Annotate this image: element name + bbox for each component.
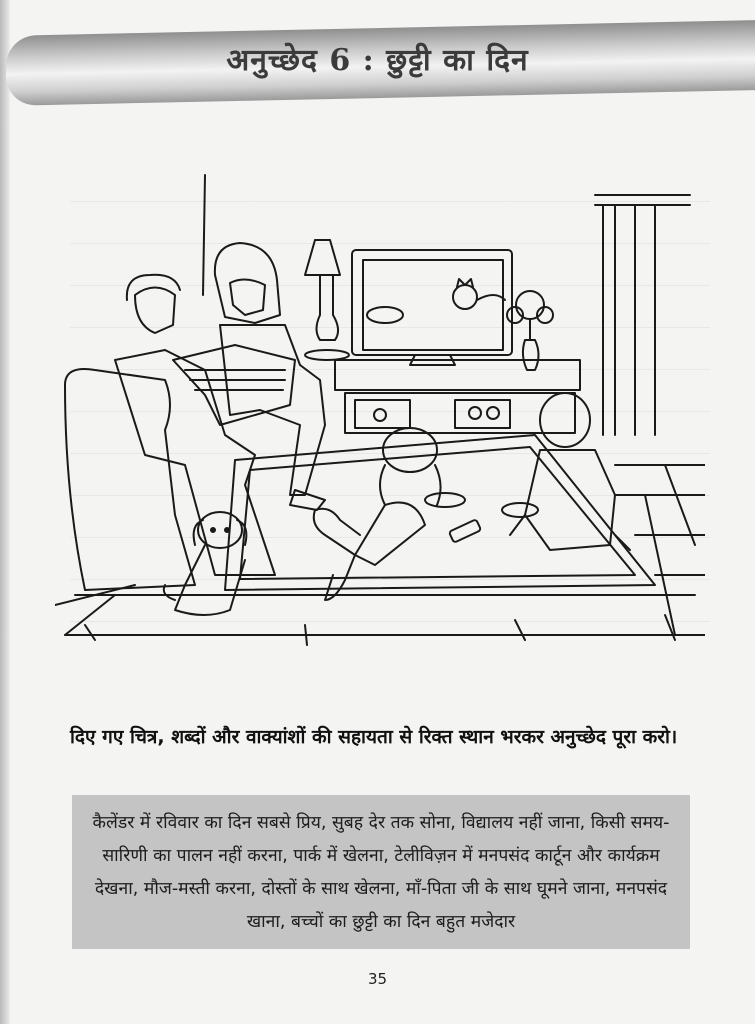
instruction-text: दिए गए चित्र, शब्दों और वाक्यांशों की सहायता से रिक्त स्थान भरकर अनुच्छेद पूरा करो।	[70, 726, 678, 748]
room-walls	[203, 175, 690, 435]
rug	[225, 435, 655, 590]
word-phrase-box	[72, 795, 690, 949]
floor-bottom-lines	[85, 615, 675, 645]
table-lamp	[305, 240, 349, 360]
television	[352, 250, 512, 365]
boy-sitting	[502, 393, 630, 550]
word-phrase-list: कैलेंडर में रविवार का दिन सबसे प्रिय, सुबह देर तक सोना, विद्यालय नहीं जाना, किसी समय-सारिणी का पालन नहीं करना, पार्क में खेलना, टेलीविज़न में मनपसंद कार्टून और कार्यक्रम देखना, मौज-मस्ती करना, दोस्तों के साथ खेलना, माँ-पिता जी के साथ घूमने जाना, मनपसंद खाना, बच्चों का छुट्टी का दिन बहुत मजेदार	[92, 813, 670, 932]
mother	[215, 243, 325, 510]
tv-remote	[449, 519, 481, 543]
puppy	[164, 512, 247, 615]
family-tv-illustration	[55, 165, 705, 665]
tv-cabinet	[335, 360, 580, 433]
page-number: 35	[367, 970, 388, 988]
page-gutter	[0, 0, 10, 1024]
flower-vase	[507, 291, 553, 370]
page-title: अनुच्छेद 6 : छुट्टी का दिन	[226, 43, 529, 78]
